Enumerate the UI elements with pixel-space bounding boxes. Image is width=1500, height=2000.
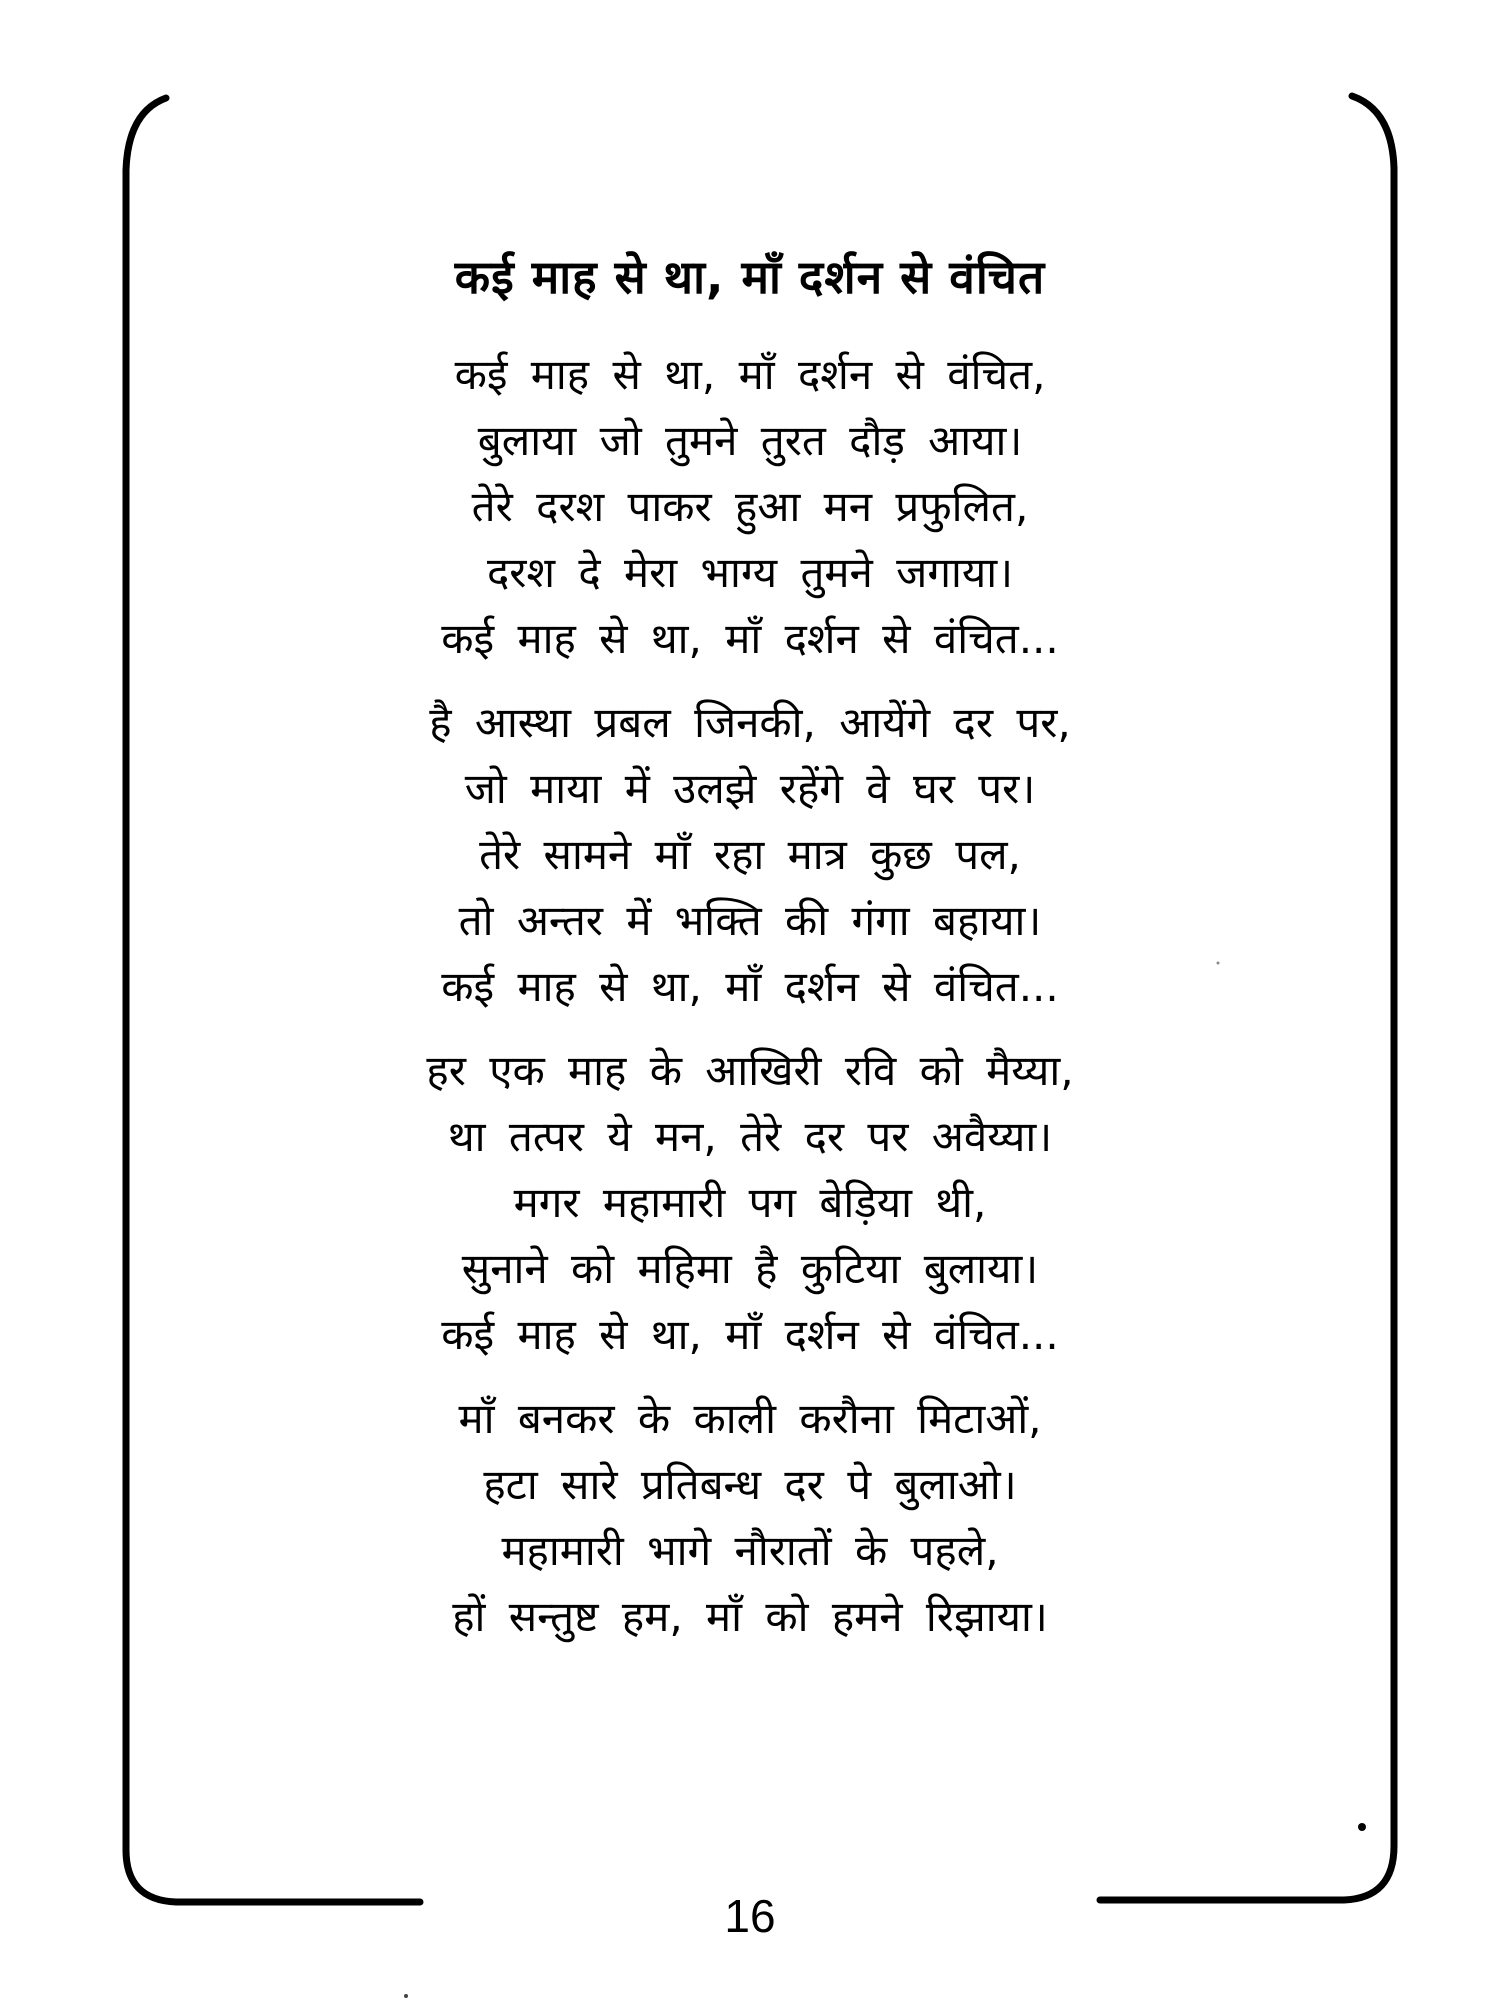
page-number: 16 <box>724 1890 776 1942</box>
stanza-4 <box>0 1386 1500 1650</box>
poem-line: हर एक माह के आखिरी रवि को मैय्या, <box>426 1046 1074 1095</box>
stanza-3 <box>0 1038 1500 1368</box>
poem-line: महामारी भागे नौरातों के पहले, <box>501 1526 999 1575</box>
poem-line: है आस्था प्रबल जिनकी, आयेंगे दर पर, <box>429 698 1071 747</box>
poem-line: जो माया में उलझे रहेंगे वे घर पर। <box>464 764 1036 813</box>
poem-line: कई माह से था, माँ दर्शन से वंचित, <box>454 350 1046 399</box>
poem-line: तो अन्तर में भक्ति की गंगा बहाया। <box>458 896 1042 945</box>
poem-line: माँ बनकर के काली करौना मिटाओं, <box>458 1394 1042 1443</box>
poem-line: बुलाया जो तुमने तुरत दौड़ आया। <box>477 416 1023 465</box>
poem-line: कई माह से था, माँ दर्शन से वंचित... <box>441 614 1059 663</box>
stanza-1 <box>0 342 1500 672</box>
poem-line: तेरे दरश पाकर हुआ मन प्रफुलित, <box>471 482 1029 531</box>
poem-line: कई माह से था, माँ दर्शन से वंचित... <box>441 962 1059 1011</box>
poem-line: तेरे सामने माँ रहा मात्र कुछ पल, <box>479 830 1021 879</box>
poem-line: सुनाने को महिमा है कुटिया बुलाया। <box>461 1244 1039 1293</box>
poem-line: था तत्पर ये मन, तेरे दर पर अवैय्या। <box>447 1112 1053 1161</box>
speck-mark <box>1358 1823 1366 1831</box>
poem-body <box>0 342 1500 1668</box>
poem-line: मगर महामारी पग बेड़िया थी, <box>513 1178 987 1227</box>
poem-title: कई माह से था, माँ दर्शन से वंचित <box>454 250 1046 304</box>
speck-mark <box>404 1994 408 1998</box>
poem-line: कई माह से था, माँ दर्शन से वंचित... <box>441 1310 1059 1359</box>
poem-line: दरश दे मेरा भाग्य तुमने जगाया। <box>486 548 1014 597</box>
stanza-2 <box>0 690 1500 1020</box>
poem-line: हटा सारे प्रतिबन्ध दर पे बुलाओ। <box>483 1460 1017 1509</box>
poem-line: हों सन्तुष्ट हम, माँ को हमने रिझाया। <box>452 1592 1048 1641</box>
